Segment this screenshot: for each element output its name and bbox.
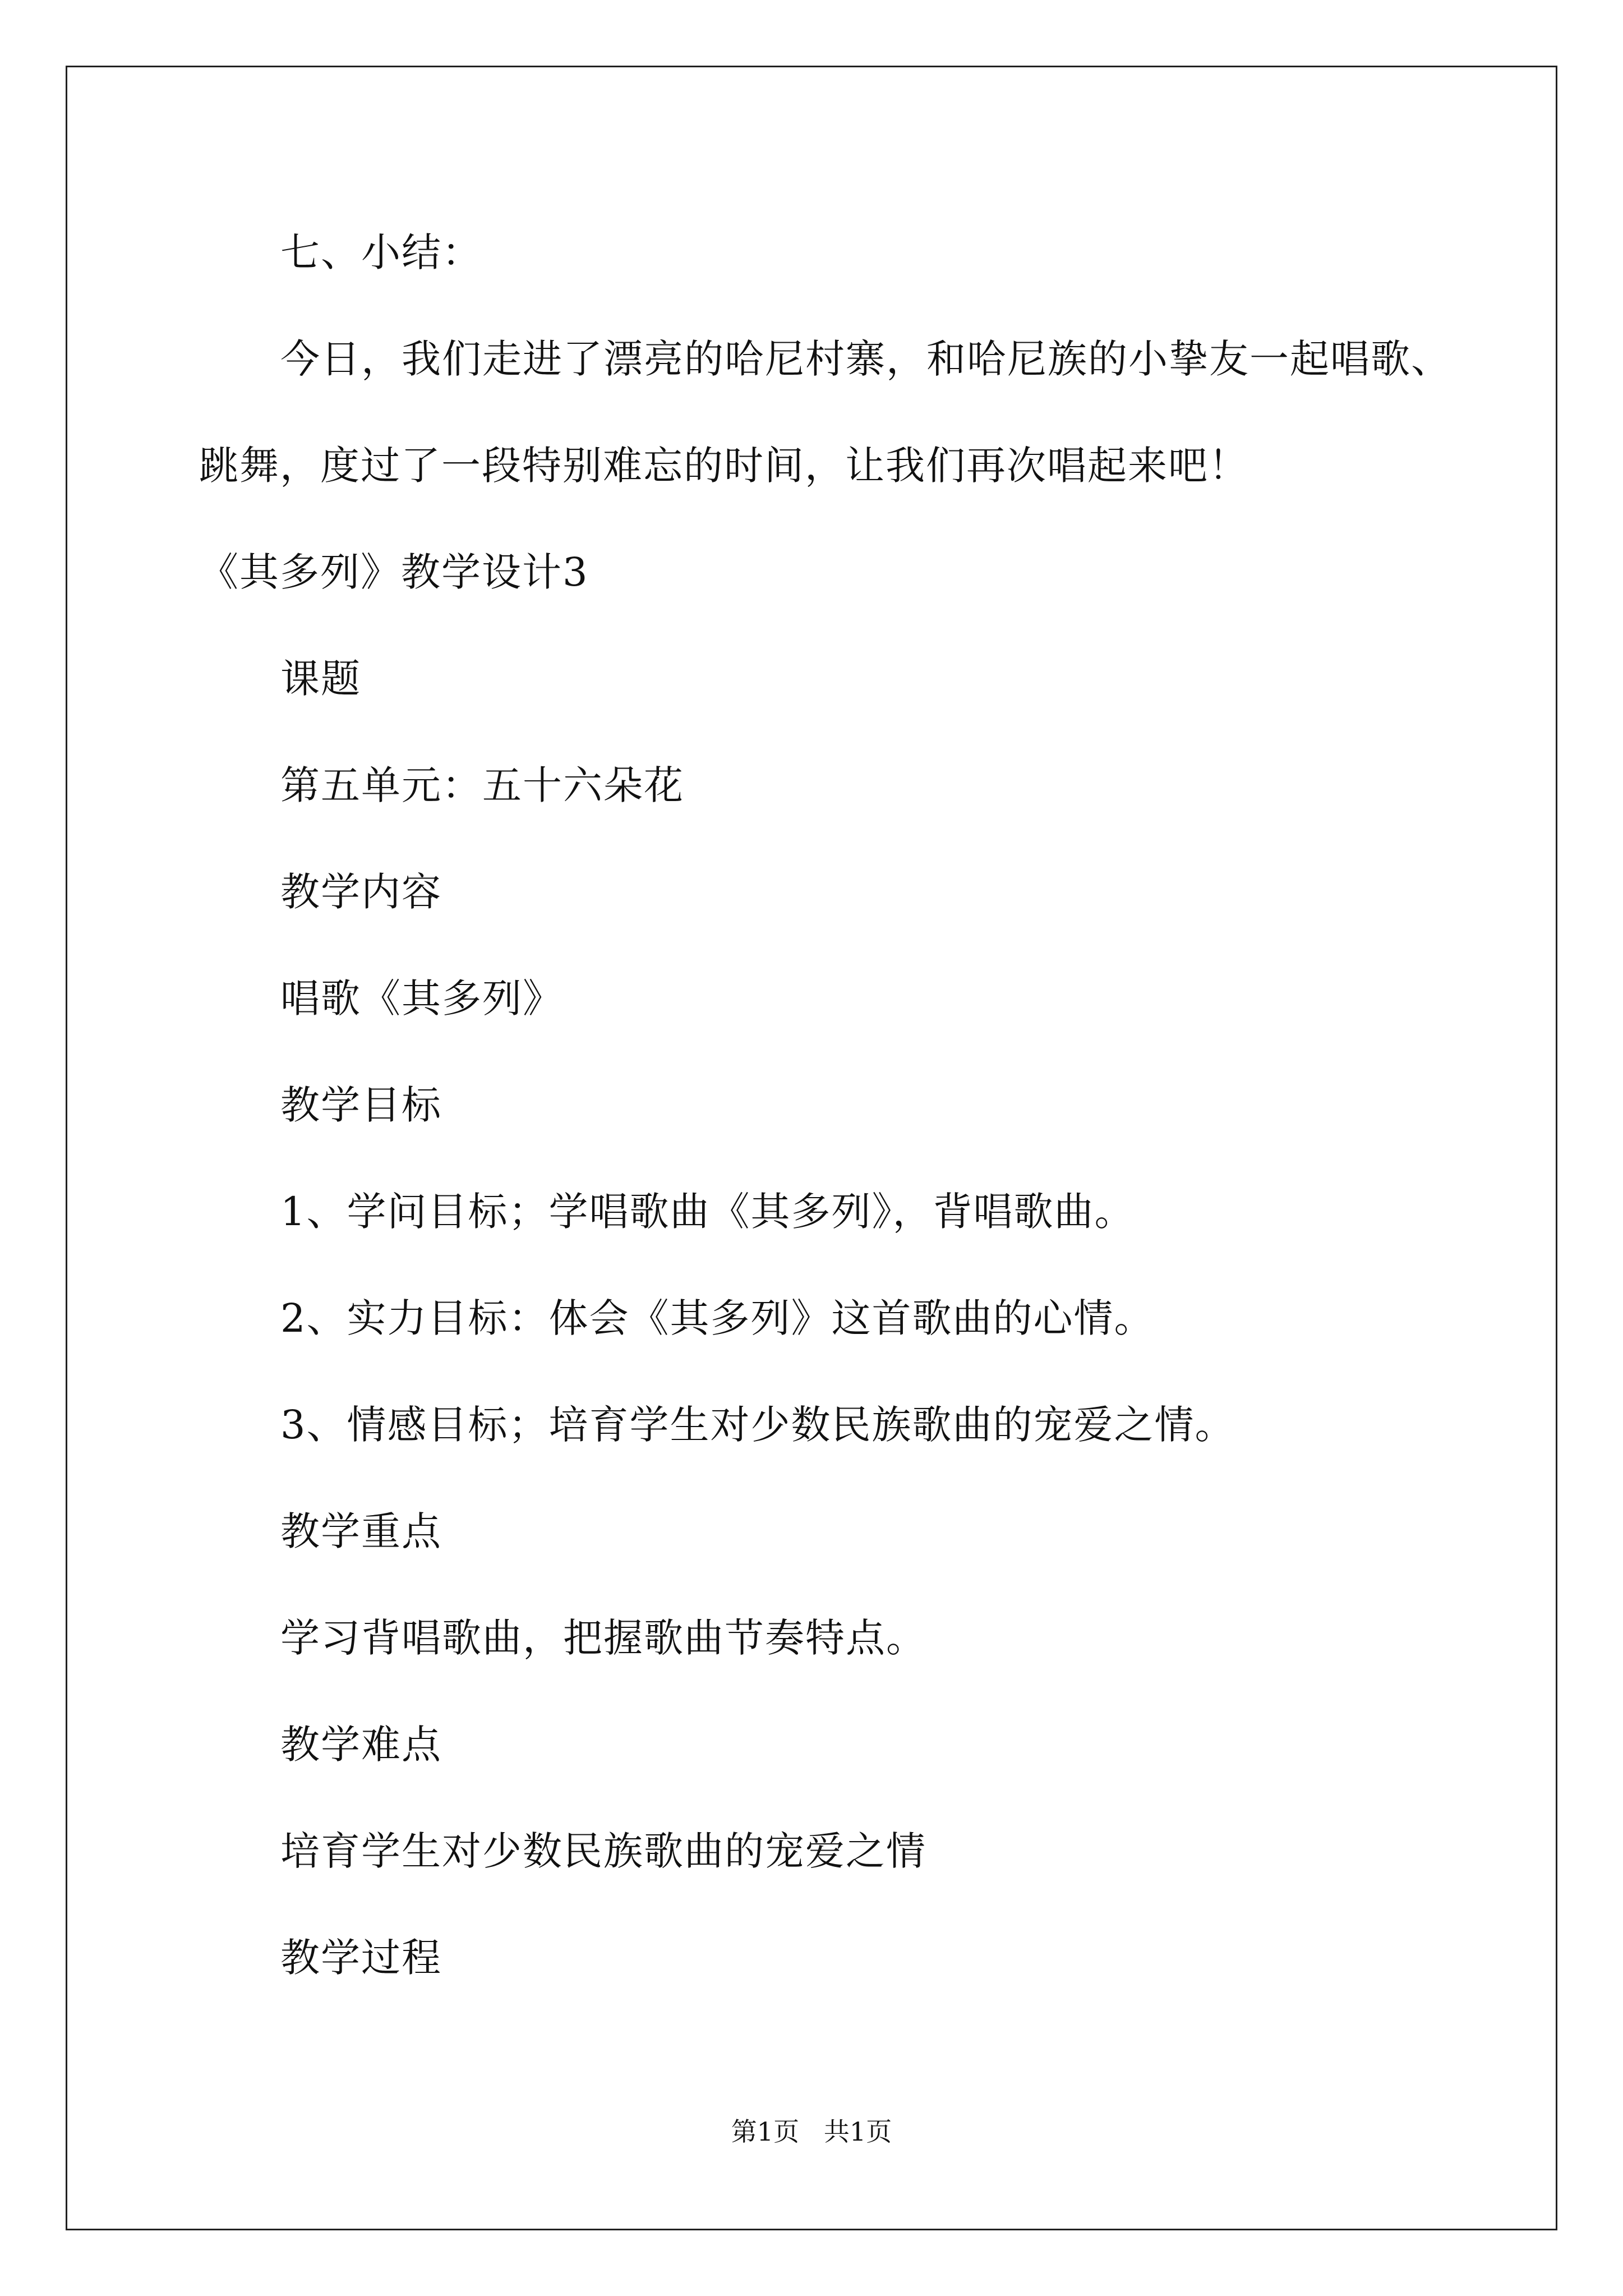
paragraph-line: 今日，我们走进了漂亮的哈尼村寨，和哈尼族的小挚友一起唱歌、	[280, 336, 1451, 382]
paragraph-line: 培育学生对少数民族歌曲的宠爱之情	[280, 1828, 926, 1874]
heading-key-points: 教学重点	[280, 1508, 442, 1554]
paragraph-line: 第五单元：五十六朵花	[280, 762, 684, 808]
page-border	[66, 66, 1557, 2230]
list-item: 1、学问目标；学唱歌曲《其多列》，背唱歌曲。	[280, 1189, 1135, 1235]
paragraph-line: 唱歌《其多列》	[280, 976, 563, 1022]
heading-process: 教学过程	[280, 1935, 442, 1981]
heading-difficulties: 教学难点	[280, 1722, 442, 1768]
paragraph-line: 跳舞，度过了一段特别难忘的时间，让我们再次唱起来吧！	[199, 443, 1249, 489]
page-footer: 第1页 共1页	[731, 2116, 892, 2147]
list-item: 3、情感目标；培育学生对少数民族歌曲的宠爱之情。	[280, 1402, 1235, 1448]
heading-objectives: 教学目标	[280, 1082, 442, 1128]
heading-content: 教学内容	[280, 869, 442, 915]
paragraph-line: 学习背唱歌曲，把握歌曲节奏特点。	[280, 1615, 926, 1661]
document-title: 《其多列》教学设计3	[199, 549, 589, 595]
heading-topic: 课题	[280, 656, 361, 702]
section-heading-summary: 七、小结：	[280, 229, 482, 275]
list-item: 2、实力目标：体会《其多列》这首歌曲的心情。	[280, 1295, 1155, 1341]
